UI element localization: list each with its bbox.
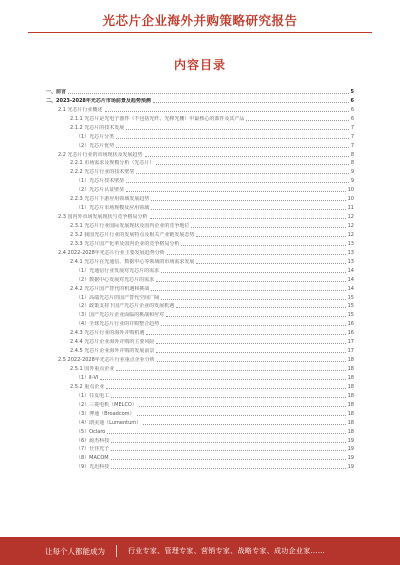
toc-entry[interactable] bbox=[46, 292, 354, 301]
toc-entry[interactable] bbox=[46, 444, 354, 453]
toc-entry[interactable] bbox=[46, 461, 354, 470]
toc-leader-dots bbox=[161, 299, 345, 300]
toc-entry-title: 2.5 2022-2028年光芯片行业重点企业分析 bbox=[58, 357, 155, 364]
toc-entry-title: （1）光芯片分类 bbox=[76, 133, 115, 140]
toc-entry-title: 2.4.3 光芯片行业的海外并购机遇 bbox=[70, 330, 145, 337]
toc-entry-page: 18 bbox=[347, 392, 354, 399]
toc-leader-dots bbox=[111, 459, 346, 460]
toc-entry-title: 2.4.1 光芯片在光通信、数据中心等领域的市场需求发展 bbox=[70, 258, 195, 265]
toc-leader-dots bbox=[151, 200, 345, 201]
toc-entry-page: 14 bbox=[347, 285, 354, 292]
toc-entry-title: 2.4.2 光芯片国产替代的机遇和挑战 bbox=[70, 285, 150, 292]
toc-entry-title: 2.2.2 光芯片行业的技术壁垒 bbox=[70, 169, 135, 176]
toc-entry-title: 2.1.1 光芯片是光电子器件（不包括光纤、光棒光栅）中最核心的部件及其产品 bbox=[70, 115, 245, 122]
toc-entry-title: （2）光芯片认证壁垒 bbox=[76, 187, 125, 194]
toc-entry[interactable] bbox=[46, 309, 354, 318]
toc-entry-title: 2.4.5 光芯片企业海外并购的发展前景 bbox=[70, 348, 155, 355]
toc-entry-title: （2）政策支持下国产光芯片企业的发展机遇 bbox=[76, 303, 175, 310]
footer-bar bbox=[0, 537, 400, 565]
toc-entry[interactable] bbox=[46, 390, 354, 399]
toc-entry-title: （9）光迅科技 bbox=[76, 464, 110, 471]
toc-entry-title: 2.5.1 国外重点企业 bbox=[70, 366, 115, 372]
toc-leader-dots bbox=[107, 433, 345, 434]
toc-entry-title: （3）博通（Broadcom） bbox=[76, 410, 135, 417]
toc-entry-page: 18 bbox=[347, 401, 354, 408]
toc-entry-title: 2.3.1 光芯片行业国际发展现状及国内企业的竞争地位 bbox=[70, 223, 190, 229]
toc-entry[interactable] bbox=[46, 265, 354, 274]
toc-leader-dots bbox=[153, 102, 349, 103]
toc-entry-page: 12 bbox=[347, 231, 354, 238]
toc-entry[interactable] bbox=[46, 166, 354, 175]
toc-leader-dots bbox=[116, 147, 349, 148]
toc-entry-page: 6 bbox=[350, 115, 354, 122]
toc-entry-page: 16 bbox=[347, 330, 354, 337]
toc-entry[interactable] bbox=[46, 122, 354, 131]
toc-entry[interactable] bbox=[46, 175, 354, 184]
toc-leader-dots bbox=[181, 245, 345, 246]
report-title: 光芯片企业海外并购策略研究报告 bbox=[102, 13, 298, 28]
toc-leader-dots bbox=[106, 388, 345, 389]
toc-leader-dots bbox=[139, 406, 346, 407]
toc-entry-title: 一、前言 bbox=[46, 88, 67, 95]
toc-entry-page: 16 bbox=[347, 321, 354, 328]
toc-entry[interactable] bbox=[46, 399, 354, 408]
toc-entry-page: 6 bbox=[350, 97, 354, 104]
toc-entry[interactable] bbox=[46, 426, 354, 435]
toc-leader-dots bbox=[111, 397, 345, 398]
toc-entry-page: 18 bbox=[347, 374, 354, 381]
toc-entry-page: 18 bbox=[347, 366, 354, 372]
table-of-contents bbox=[46, 86, 354, 470]
toc-leader-dots bbox=[136, 173, 348, 174]
toc-entry-page: 14 bbox=[347, 276, 354, 283]
toc-entry-page: 18 bbox=[347, 383, 354, 390]
toc-leader-dots bbox=[68, 93, 349, 94]
toc-entry[interactable] bbox=[46, 435, 354, 444]
toc-entry[interactable] bbox=[46, 327, 354, 336]
toc-entry-page: 18 bbox=[347, 357, 354, 364]
toc-entry[interactable] bbox=[46, 140, 354, 149]
toc-entry[interactable] bbox=[46, 372, 354, 381]
toc-entry-title: 二、2023-2028年光芯片市场前景及趋势预测 bbox=[46, 97, 151, 104]
toc-entry-title: （1）光通信行业发展对光芯片的需求 bbox=[76, 267, 160, 274]
toc-leader-dots bbox=[126, 182, 349, 183]
toc-entry[interactable] bbox=[46, 131, 354, 140]
toc-entry[interactable] bbox=[46, 184, 354, 193]
toc-entry[interactable] bbox=[46, 202, 354, 211]
toc-leader-dots bbox=[116, 138, 349, 139]
toc-entry-title: 2.3 国内外市场发展现状与竞争格局分析 bbox=[58, 214, 148, 221]
toc-leader-dots bbox=[151, 209, 345, 210]
toc-leader-dots bbox=[111, 450, 345, 451]
toc-entry-page: 9 bbox=[350, 178, 354, 185]
toc-leader-dots bbox=[156, 281, 345, 282]
toc-entry-title: 2.1 光芯片行业概述 bbox=[58, 106, 103, 113]
toc-entry-title: （1）光芯片技术壁垒 bbox=[76, 178, 125, 185]
toc-entry-title: （8）MACOM bbox=[76, 455, 109, 462]
toc-entry-page: 13 bbox=[347, 249, 354, 256]
toc-entry-page: 15 bbox=[347, 294, 354, 301]
toc-entry[interactable] bbox=[46, 149, 354, 158]
toc-heading: 内容目录 bbox=[173, 58, 226, 72]
toc-leader-dots bbox=[167, 254, 346, 255]
toc-leader-dots bbox=[246, 120, 348, 121]
toc-leader-dots bbox=[196, 263, 345, 264]
toc-entry-page: 18 bbox=[347, 428, 354, 435]
toc-leader-dots bbox=[150, 218, 346, 219]
toc-leader-dots bbox=[156, 343, 345, 344]
toc-entry-title: 2.4.4 光芯片企业海外并购的主要风险 bbox=[70, 339, 155, 346]
toc-leader-dots bbox=[156, 164, 348, 165]
toc-entry-page: 19 bbox=[347, 446, 354, 453]
toc-entry-page: 8 bbox=[350, 160, 354, 167]
toc-entry-page: 19 bbox=[347, 464, 354, 471]
toc-leader-dots bbox=[196, 236, 345, 237]
footer-divider bbox=[116, 545, 117, 557]
toc-entry[interactable] bbox=[46, 158, 354, 167]
toc-entry-title: （3）国产光芯片企业面临的挑战和应对 bbox=[76, 312, 165, 319]
toc-entry-title: （1）光芯片市场规模及应用领域 bbox=[76, 205, 150, 212]
toc-leader-dots bbox=[111, 468, 345, 469]
toc-entry-page: 15 bbox=[347, 312, 354, 319]
toc-entry-title: 2.3.3 光芯片国产化率及国内企业的竞争格局分析 bbox=[70, 240, 180, 247]
toc-leader-dots bbox=[105, 111, 349, 112]
toc-entry[interactable] bbox=[46, 86, 354, 95]
toc-entry-page: 19 bbox=[347, 437, 354, 444]
toc-leader-dots bbox=[100, 379, 346, 380]
toc-entry[interactable] bbox=[46, 256, 354, 265]
toc-entry-page: 7 bbox=[350, 133, 354, 140]
toc-entry-title: （1）高端光芯片的国产替代空间广阔 bbox=[76, 294, 160, 301]
toc-entry-page: 12 bbox=[347, 214, 354, 221]
toc-leader-dots bbox=[156, 352, 345, 353]
toc-entry-title: （4）朗美通（Lumentum） bbox=[76, 419, 142, 426]
toc-entry[interactable] bbox=[46, 336, 354, 345]
toc-entry-title: （4）全球光芯片行业的并购整合趋势 bbox=[76, 321, 160, 328]
toc-entry[interactable] bbox=[46, 354, 354, 363]
toc-entry[interactable] bbox=[46, 104, 354, 113]
toc-entry[interactable] bbox=[46, 274, 354, 283]
toc-entry[interactable] bbox=[46, 193, 354, 202]
footer-slogan-right: 行业专家、管理专家、营销专家、战略专家、成功企业家…… bbox=[128, 547, 326, 555]
toc-leader-dots bbox=[157, 361, 346, 362]
toc-entry-page: 10 bbox=[347, 196, 354, 203]
toc-entry[interactable] bbox=[46, 363, 354, 372]
toc-leader-dots bbox=[126, 191, 345, 192]
toc-leader-dots bbox=[151, 290, 345, 291]
toc-leader-dots bbox=[166, 316, 345, 317]
toc-entry[interactable] bbox=[46, 95, 354, 104]
toc-entry[interactable] bbox=[46, 318, 354, 327]
toc-entry-title: 2.2 光芯片行业的市场现状及发展趋势 bbox=[58, 151, 143, 158]
toc-entry-page: 12 bbox=[347, 223, 354, 229]
toc-entry-title: 2.1.2 光芯片的技术发展 bbox=[70, 124, 125, 131]
toc-entry[interactable] bbox=[46, 301, 354, 310]
toc-entry[interactable] bbox=[46, 113, 354, 122]
toc-entry-page: 14 bbox=[347, 267, 354, 274]
toc-leader-dots bbox=[191, 227, 345, 228]
toc-entry-page: 17 bbox=[347, 339, 354, 346]
toc-entry[interactable] bbox=[46, 452, 354, 461]
toc-entry[interactable] bbox=[46, 417, 354, 426]
toc-entry[interactable] bbox=[46, 408, 354, 417]
toc-entry-title: （2）三菱电机（MELCO） bbox=[76, 401, 137, 408]
toc-leader-dots bbox=[161, 272, 345, 273]
toc-leader-dots bbox=[145, 156, 349, 157]
toc-entry-title: （2）光芯片优势 bbox=[76, 142, 115, 149]
toc-leader-dots bbox=[137, 415, 346, 416]
toc-entry-page: 9 bbox=[350, 169, 354, 176]
toc-entry-title: 2.2.3 光芯片下游应用领域发展趋势 bbox=[70, 196, 150, 203]
toc-entry-title: 2.4 2022-2028年光芯片行业主要发展趋势分析 bbox=[58, 249, 165, 256]
toc-entry-page: 18 bbox=[347, 419, 354, 426]
toc-entry[interactable] bbox=[46, 211, 354, 220]
toc-entry[interactable] bbox=[46, 229, 354, 238]
toc-entry-page: 13 bbox=[347, 240, 354, 247]
toc-leader-dots bbox=[116, 370, 345, 371]
toc-entry-title: （1）住友电工 bbox=[76, 392, 110, 399]
toc-entry-page: 13 bbox=[347, 258, 354, 265]
toc-entry[interactable] bbox=[46, 283, 354, 292]
toc-entry-page: 5 bbox=[350, 88, 354, 95]
toc-entry-title: （7）仕佳光子 bbox=[76, 446, 110, 453]
toc-entry-page: 8 bbox=[350, 151, 354, 158]
toc-entry-page: 15 bbox=[347, 303, 354, 310]
toc-entry-title: 2.3.2 我国光芯片行业的发展特点及相关产业链发展态势 bbox=[70, 231, 195, 238]
document-header bbox=[0, 0, 400, 40]
toc-leader-dots bbox=[111, 442, 345, 443]
toc-entry-page: 10 bbox=[347, 187, 354, 194]
toc-entry-page: 19 bbox=[347, 455, 354, 462]
toc-leader-dots bbox=[176, 307, 345, 308]
toc-entry-title: 2.2.1 市场需求及规模分析（光芯片） bbox=[70, 160, 155, 167]
toc-leader-dots bbox=[126, 129, 349, 130]
toc-entry-title: （6）源杰科技 bbox=[76, 437, 110, 444]
toc-entry-page: 7 bbox=[350, 142, 354, 149]
toc-entry-title: （1）Ⅱ-Ⅵ bbox=[76, 374, 99, 381]
toc-leader-dots bbox=[143, 424, 345, 425]
header-divider bbox=[28, 32, 372, 33]
toc-leader-dots bbox=[161, 325, 345, 326]
toc-entry[interactable] bbox=[46, 247, 354, 256]
toc-entry[interactable] bbox=[46, 345, 354, 354]
toc-leader-dots bbox=[146, 334, 345, 335]
toc-entry-page: 17 bbox=[347, 348, 354, 355]
toc-entry[interactable] bbox=[46, 238, 354, 247]
toc-entry[interactable] bbox=[46, 220, 354, 229]
toc-entry-page: 18 bbox=[347, 410, 354, 417]
toc-entry-title: （2）数据中心发展对光芯片的需求 bbox=[76, 276, 155, 283]
toc-entry-title: 2.5.2 重点企业 bbox=[70, 383, 105, 390]
toc-entry-page: 6 bbox=[350, 106, 354, 113]
toc-entry-title: （5）Oclaro bbox=[76, 428, 106, 435]
toc-entry-page: 11 bbox=[347, 205, 354, 212]
footer-slogan-left: 让每个人都能成为 bbox=[45, 547, 105, 556]
toc-entry-page: 7 bbox=[350, 124, 354, 131]
toc-entry[interactable] bbox=[46, 381, 354, 390]
